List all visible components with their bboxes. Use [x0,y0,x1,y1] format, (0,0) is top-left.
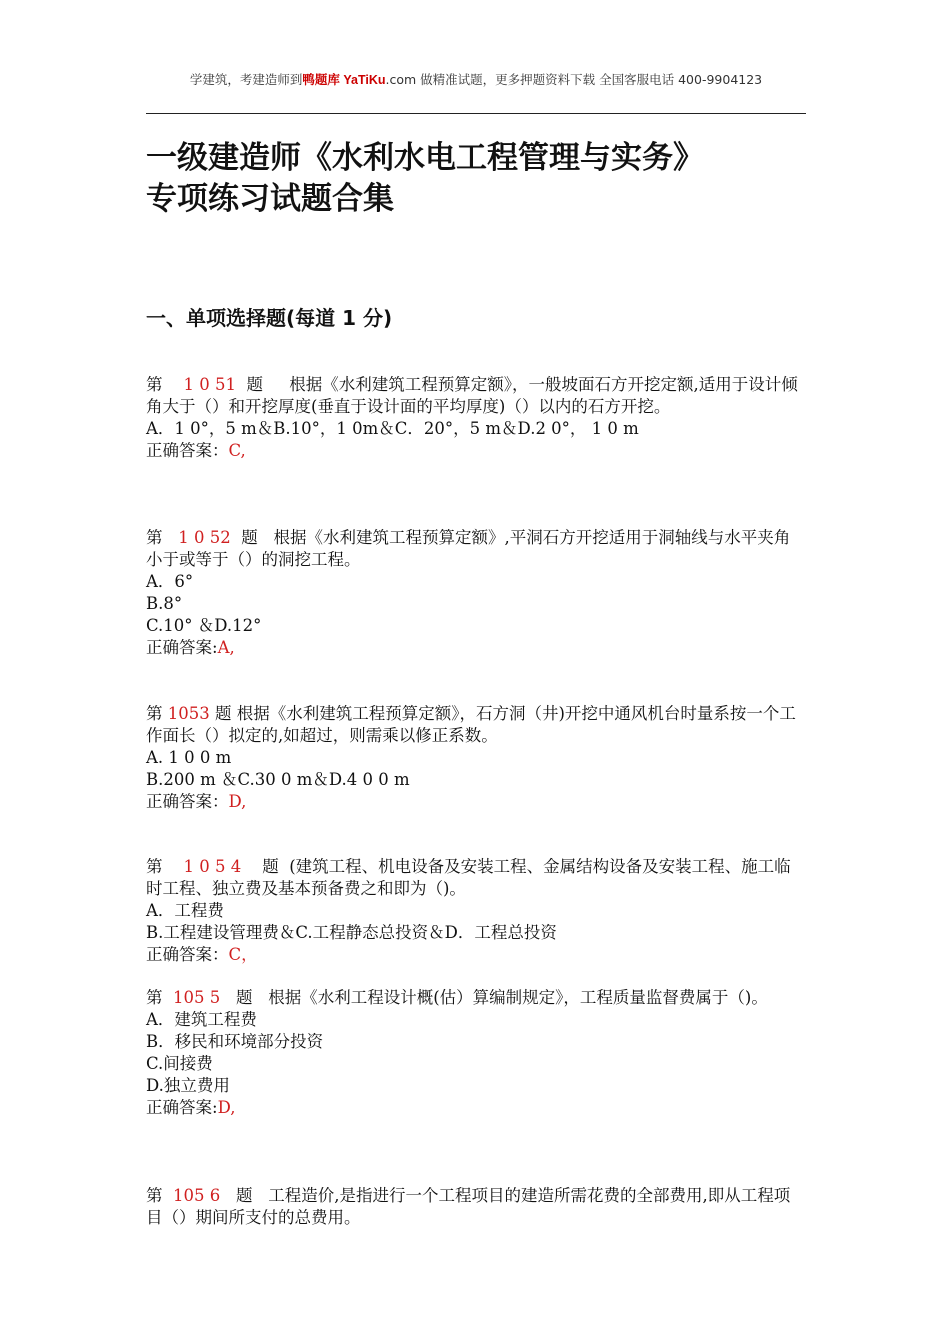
answer-line [146,944,806,966]
option-line: D.独立费用 [146,1076,230,1095]
question-number: 1 0 52 [178,528,231,547]
question-label: 题 [262,857,279,876]
header-prefix: 学建筑，考建造师到 [189,72,303,87]
answer-line [146,637,806,659]
document-title-line1: 一级建造师《水利水电工程管理与实务》 [146,140,704,176]
question-text: 根据《水利建筑工程预算定额》,平洞石方开挖适用于洞轴线与水平夹角小于或等于（）的洞挖工程。 [146,528,791,569]
question-block [146,1185,806,1229]
question-label: 题 [236,1186,253,1205]
question-number: 1 0 51 [183,375,236,394]
question-block [146,856,806,966]
answer-value: A, [217,638,235,657]
question-prefix: 第 [146,1186,163,1205]
question-text: 根据《水利建筑工程预算定额》，一般坡面石方开挖定额,适用于设计倾角大于（）和开挖厚度(垂直于设计面的平均厚度)（）以内的石方开挖。 [146,375,798,416]
page-header [146,70,806,90]
option-line: A．建筑工程费 [146,1010,257,1029]
question-prefix: 第 [146,857,163,876]
section-heading: 一、单项选择题(每道 1 分) [146,306,393,330]
answer-label: 正确答案： [146,792,229,811]
header-suffix: .com 做精准试题，更多押题资料下载 全国客服电话 400-9904123 [385,72,763,87]
question-prefix: 第 [146,528,163,547]
answer-label: 正确答案: [146,638,218,657]
question-prefix: 第 [146,988,163,1007]
question-number: 105 6 [173,1186,221,1205]
answer-line [146,791,806,813]
answer-value: C, [228,441,246,460]
question-label: 题 [236,988,253,1007]
option-line: B．移民和环境部分投资 [146,1032,324,1051]
question-block [146,374,806,462]
answer-value: D, [228,792,247,811]
document-title-line2: 专项练习试题合集 [146,181,394,217]
option-line: B.工程建设管理费＆C.工程静态总投资＆D．工程总投资 [146,923,557,942]
question-number: 105 5 [173,988,221,1007]
answer-value: C， [228,945,258,964]
question-stem [146,1185,806,1229]
question-block [146,987,806,1119]
question-block [146,703,806,813]
question-text: 根据《水利建筑工程预算定额》，石方洞（井)开挖中通风机台时量系按一个工作面长（）拟定的,如超过，则需乘以修正系数。 [146,704,796,745]
option-line: A. 1 0 0 m [146,748,232,767]
question-number: 1053 [167,704,210,723]
question-text: 工程造价,是指进行一个工程项目的建造所需花费的全部费用,即从工程项目（）期间所支付的总费用。 [146,1186,791,1227]
question-prefix: 第 [146,375,163,394]
document-title [146,138,806,220]
question-stem [146,527,806,571]
answer-label: 正确答案： [146,945,229,964]
question-label: 题 [246,375,263,394]
option-line: A．1 0°，5 m＆B.10°，1 0m＆C．20°，5 m＆D.2 0°， 1 0 m [146,419,639,438]
question-text: 根据《水利工程设计概(估）算编制规定》，工程质量监督费属于（)。 [268,988,768,1007]
question-block [146,527,806,659]
question-text: (建筑工程、机电设备及安装工程、金属结构设备及安装工程、施工临时工程、独立费及基本预备费之和即为（)。 [146,857,791,898]
option-line: A．工程费 [146,901,224,920]
answer-line [146,440,806,462]
answer-label: 正确答案: [146,1098,218,1117]
answer-line [146,1097,806,1119]
header-brand-cn: 鸭题库 [302,72,340,87]
question-stem [146,987,806,1009]
header-brand-en: YaTiKu [339,73,386,87]
option-line: A．6° [146,572,194,591]
option-line: B.8° [146,594,183,613]
answer-label: 正确答案： [146,441,229,460]
option-line: C.间接费 [146,1054,213,1073]
question-number: 1 0 5 4 [183,857,242,876]
answer-value: D, [217,1098,236,1117]
header-divider [146,113,806,114]
question-label: 题 [241,528,258,547]
question-stem [146,374,806,418]
option-line: B.200 m ＆C.30 0 m＆D.4 0 0 m [146,770,410,789]
question-stem [146,703,806,747]
option-line: C.10° ＆D.12° [146,616,262,635]
question-prefix: 第 [146,704,163,723]
question-stem [146,856,806,900]
question-label: 题 [215,704,232,723]
